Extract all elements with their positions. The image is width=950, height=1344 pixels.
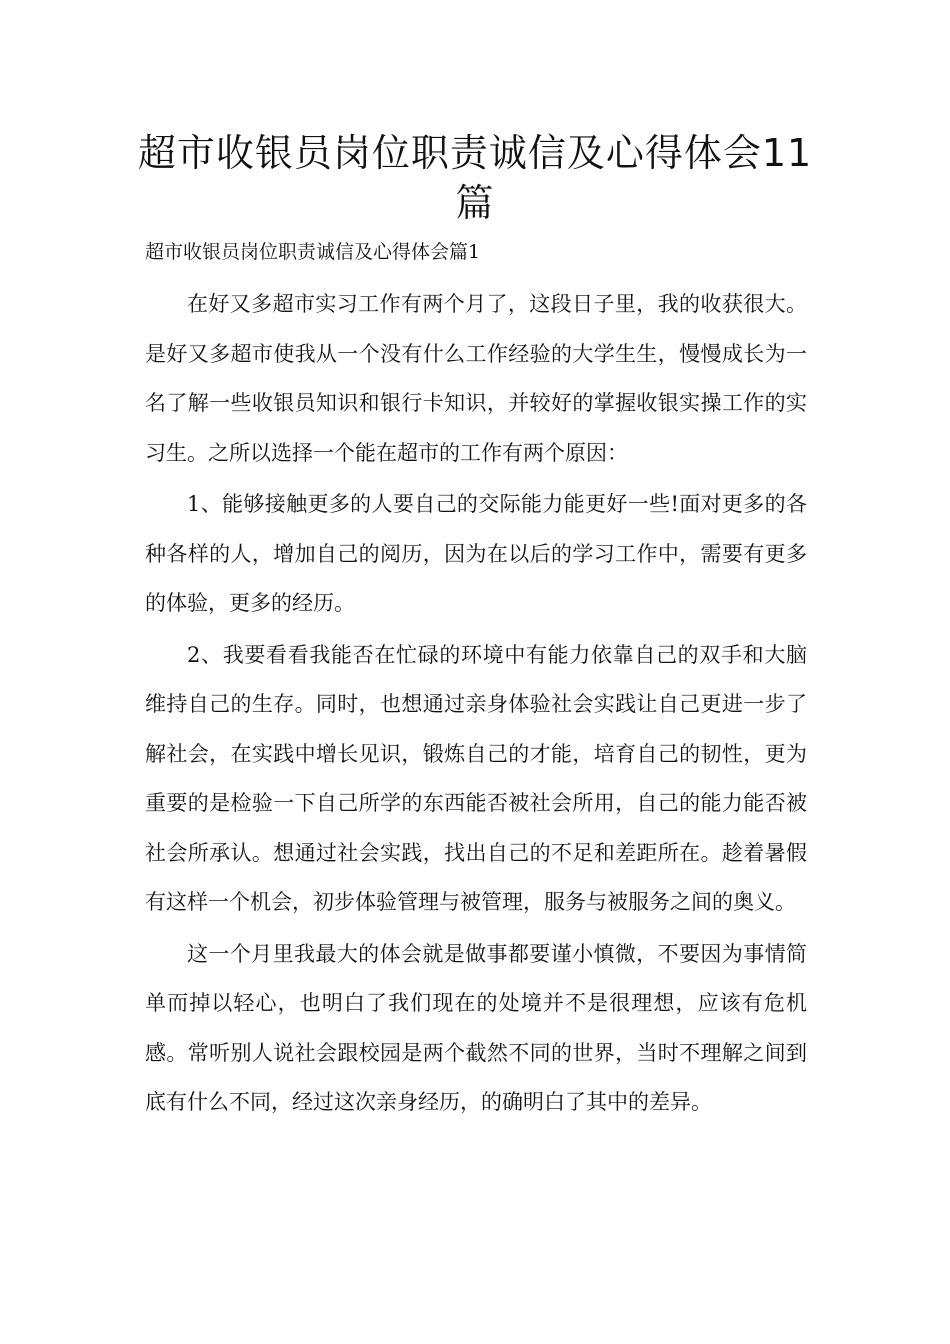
document-body bbox=[145, 280, 807, 1130]
paragraph-4: 这一个月里我最大的体会就是做事都要谨小慎微，不要因为事情简单而掉以轻心，也明白了我们现在的处境并不是很理想，应该有危机感。常听别人说社会跟校园是两个截然不同的世界，当时不理解之间到底有什么不同，经过这次亲身经历，的确明白了其中的差异。 bbox=[145, 941, 807, 1114]
document-title: 超市收银员岗位职责诚信及心得体会11篇 bbox=[137, 131, 813, 225]
section-heading: 超市收银员岗位职责诚信及心得体会篇1 bbox=[145, 241, 481, 263]
paragraph-3: 2、我要看看我能否在忙碌的环境中有能力依靠自己的双手和大脑维持自己的生存。同时，也想通过亲身体验社会实践让自己更进一步了解社会，在实践中增长见识，锻炼自己的才能，培育自己的韧性，更为重要的是检验一下自己所学的东西能否被社会所用，自己的能力能否被社会所承认。想通过社会实践，找出自己的不足和差距所在。趁着暑假有这样一个机会，初步体验管理与被管理，服务与被服务之间的奥义。 bbox=[145, 642, 807, 914]
paragraph-1: 在好又多超市实习工作有两个月了，这段日子里，我的收获很大。是好又多超市使我从一个没有什么工作经验的大学生生，慢慢成长为一名了解一些收银员知识和银行卡知识，并较好的掌握收银实操工作的实习生。之所以选择一个能在超市的工作有两个原因： bbox=[145, 292, 807, 465]
paragraph-2: 1、能够接触更多的人要自己的交际能力能更好一些!面对更多的各种各样的人，增加自己的阅历，因为在以后的学习工作中，需要有更多的体验，更多的经历。 bbox=[145, 492, 807, 615]
